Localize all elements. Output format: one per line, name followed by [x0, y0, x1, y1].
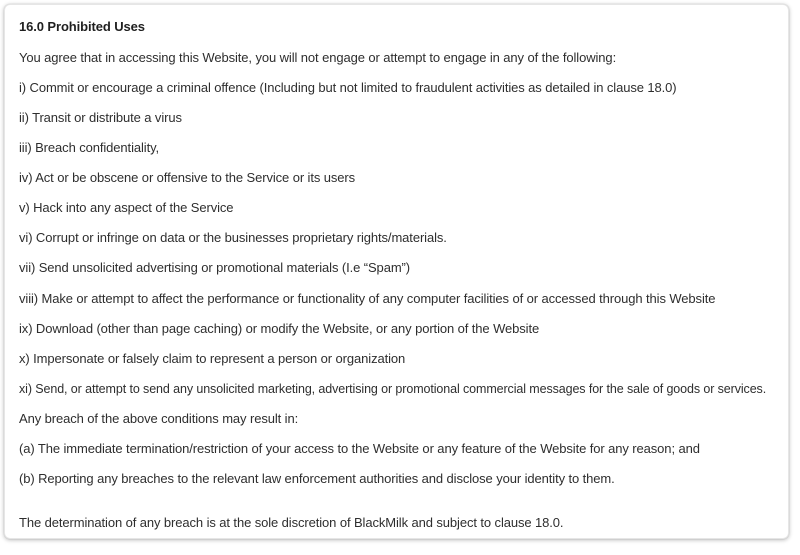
prohibited-item: i) Commit or encourage a criminal offence (Including but not limited to fraudulent activities as detailed in clause 18.0) [19, 80, 677, 95]
section-title: 16.0 Prohibited Uses [19, 19, 145, 34]
consequence-item: (a) The immediate termination/restriction of your access to the Website or any feature of the Website for any reason; and [19, 441, 700, 456]
section-intro: You agree that in accessing this Website, you will not engage or attempt to engage in any of the following: [19, 50, 617, 65]
prohibited-item: x) Impersonate or falsely claim to represent a person or organization [19, 351, 406, 366]
prohibited-item: v) Hack into any aspect of the Service [19, 200, 234, 215]
prohibited-item: ix) Download (other than page caching) or modify the Website, or any portion of the Website [19, 321, 540, 336]
prohibited-item: vii) Send unsolicited advertising or promotional materials (I.e “Spam”) [19, 260, 411, 275]
prohibited-item: ii) Transit or distribute a virus [19, 110, 182, 125]
prohibited-item: viii) Make or attempt to affect the performance or functionality of any computer facilities of or accessed through this Website [19, 291, 716, 306]
prohibited-item: xi) Send, or attempt to send any unsolicited marketing, advertising or promotional commercial messages for the sale of goods or services. [19, 382, 767, 396]
prohibited-item: vi) Corrupt or infringe on data or the businesses proprietary rights/materials. [19, 230, 447, 245]
prohibited-item: iv) Act or be obscene or offensive to the Service or its users [19, 170, 356, 185]
closing-statement: The determination of any breach is at the sole discretion of BlackMilk and subject to clause 18.0. [19, 515, 564, 530]
prohibited-item: iii) Breach confidentiality, [19, 140, 160, 155]
consequence-item: (b) Reporting any breaches to the relevant law enforcement authorities and disclose your identity to them. [19, 471, 615, 486]
breach-intro: Any breach of the above conditions may result in: [19, 411, 299, 426]
prohibited-uses-card [4, 4, 789, 539]
